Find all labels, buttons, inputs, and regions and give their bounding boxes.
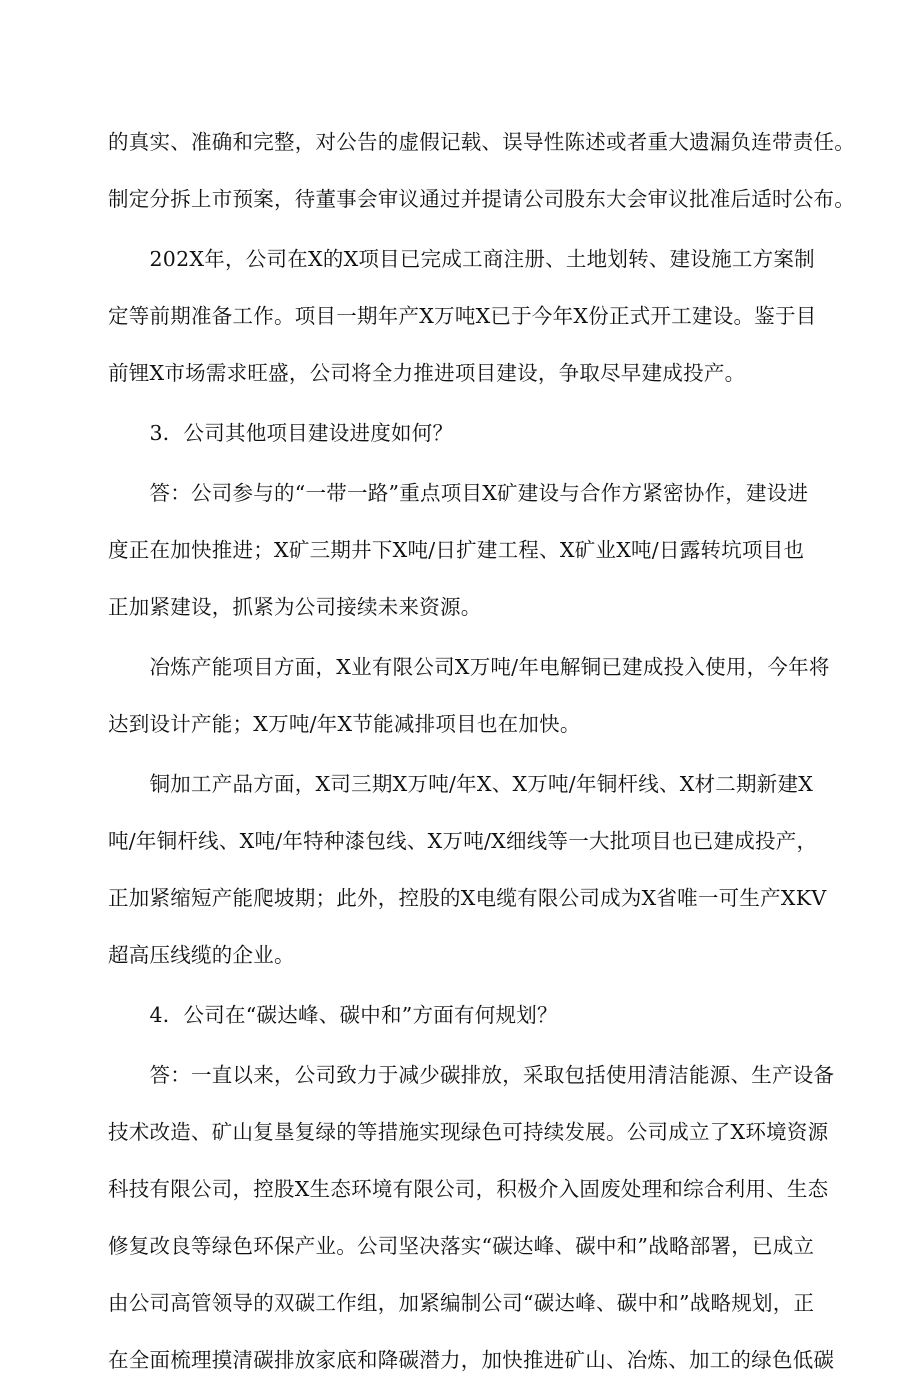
- text-line: 修复改良等绿色环保产业。公司坚决落实“碳达峰、碳中和”战略部署，已成立: [108, 1234, 815, 1258]
- text-line: 超高压线缆的企业。: [108, 943, 295, 967]
- text-line: 前锂X市场需求旺盛，公司将全力推进项目建设，争取尽早建成投产。: [108, 361, 746, 385]
- text-line: 度正在加快推进；X矿三期井下X吨/日扩建工程、X矿业X吨/日露转坑项目也: [108, 538, 805, 562]
- text-line: 答：公司参与的“一带一路”重点项目X矿建设与合作方紧密协作，建设进: [108, 481, 809, 505]
- text-line: 202X年，公司在X的X项目已完成工商注册、土地划转、建设施工方案制: [108, 247, 815, 271]
- text-line: 正加紧建设，抓紧为公司接续未来资源。: [108, 595, 482, 619]
- text-line: 科技有限公司，控股X生态环境有限公司，积极介入固废处理和综合利用、生态: [108, 1177, 829, 1201]
- text-line: 制定分拆上市预案，待董事会审议通过并提请公司股东大会审议批准后适时公布。: [108, 187, 855, 211]
- paragraph-disclosure: [108, 126, 855, 215]
- text-line: 由公司高管领导的双碳工作组，加紧编制公司“碳达峰、碳中和”战略规划，正: [108, 1291, 815, 1315]
- answer-4: [108, 1059, 835, 1376]
- text-line: 技术改造、矿山复垦复绿的等措施实现绿色可持续发展。公司成立了X环境资源: [108, 1120, 829, 1144]
- answer-3: [108, 477, 824, 623]
- paragraph-smelting: [108, 651, 830, 740]
- question-heading: 4．公司在“碳达峰、碳中和”方面有何规划？: [108, 1003, 558, 1027]
- text-line: 答：一直以来，公司致力于减少碳排放，采取包括使用清洁能源、生产设备: [108, 1063, 835, 1087]
- question-heading: 3．公司其他项目建设进度如何？: [108, 421, 454, 445]
- paragraph-copper-processing: [108, 768, 827, 971]
- text-line: 在全面梳理摸清碳排放家底和降碳潜力，加快推进矿山、冶炼、加工的绿色低碳: [108, 1348, 835, 1372]
- question-4: [108, 999, 824, 1031]
- text-line: 吨/年铜杆线、X吨/年特种漆包线、X万吨/X细线等一大批项目也已建成投产，: [108, 829, 818, 853]
- text-line: 冶炼产能项目方面，X业有限公司X万吨/年电解铜已建成投入使用，今年将: [108, 655, 830, 679]
- question-3: [108, 417, 824, 449]
- document-page: [108, 126, 855, 1376]
- text-line: 正加紧缩短产能爬坡期；此外，控股的X电缆有限公司成为X省唯一可生产XKV: [108, 886, 827, 910]
- text-line: 达到设计产能；X万吨/年X节能减排项目也在加快。: [108, 712, 581, 736]
- text-line: 的真实、准确和完整，对公告的虚假记载、误导性陈述或者重大遗漏负连带责任。: [108, 130, 855, 154]
- paragraph-project-progress: [108, 243, 824, 389]
- text-line: 铜加工产品方面，X司三期X万吨/年X、X万吨/年铜杆线、X材二期新建X: [108, 772, 814, 796]
- text-line: 定等前期准备工作。项目一期年产X万吨X已于今年X份正式开工建设。鉴于目: [108, 304, 817, 328]
